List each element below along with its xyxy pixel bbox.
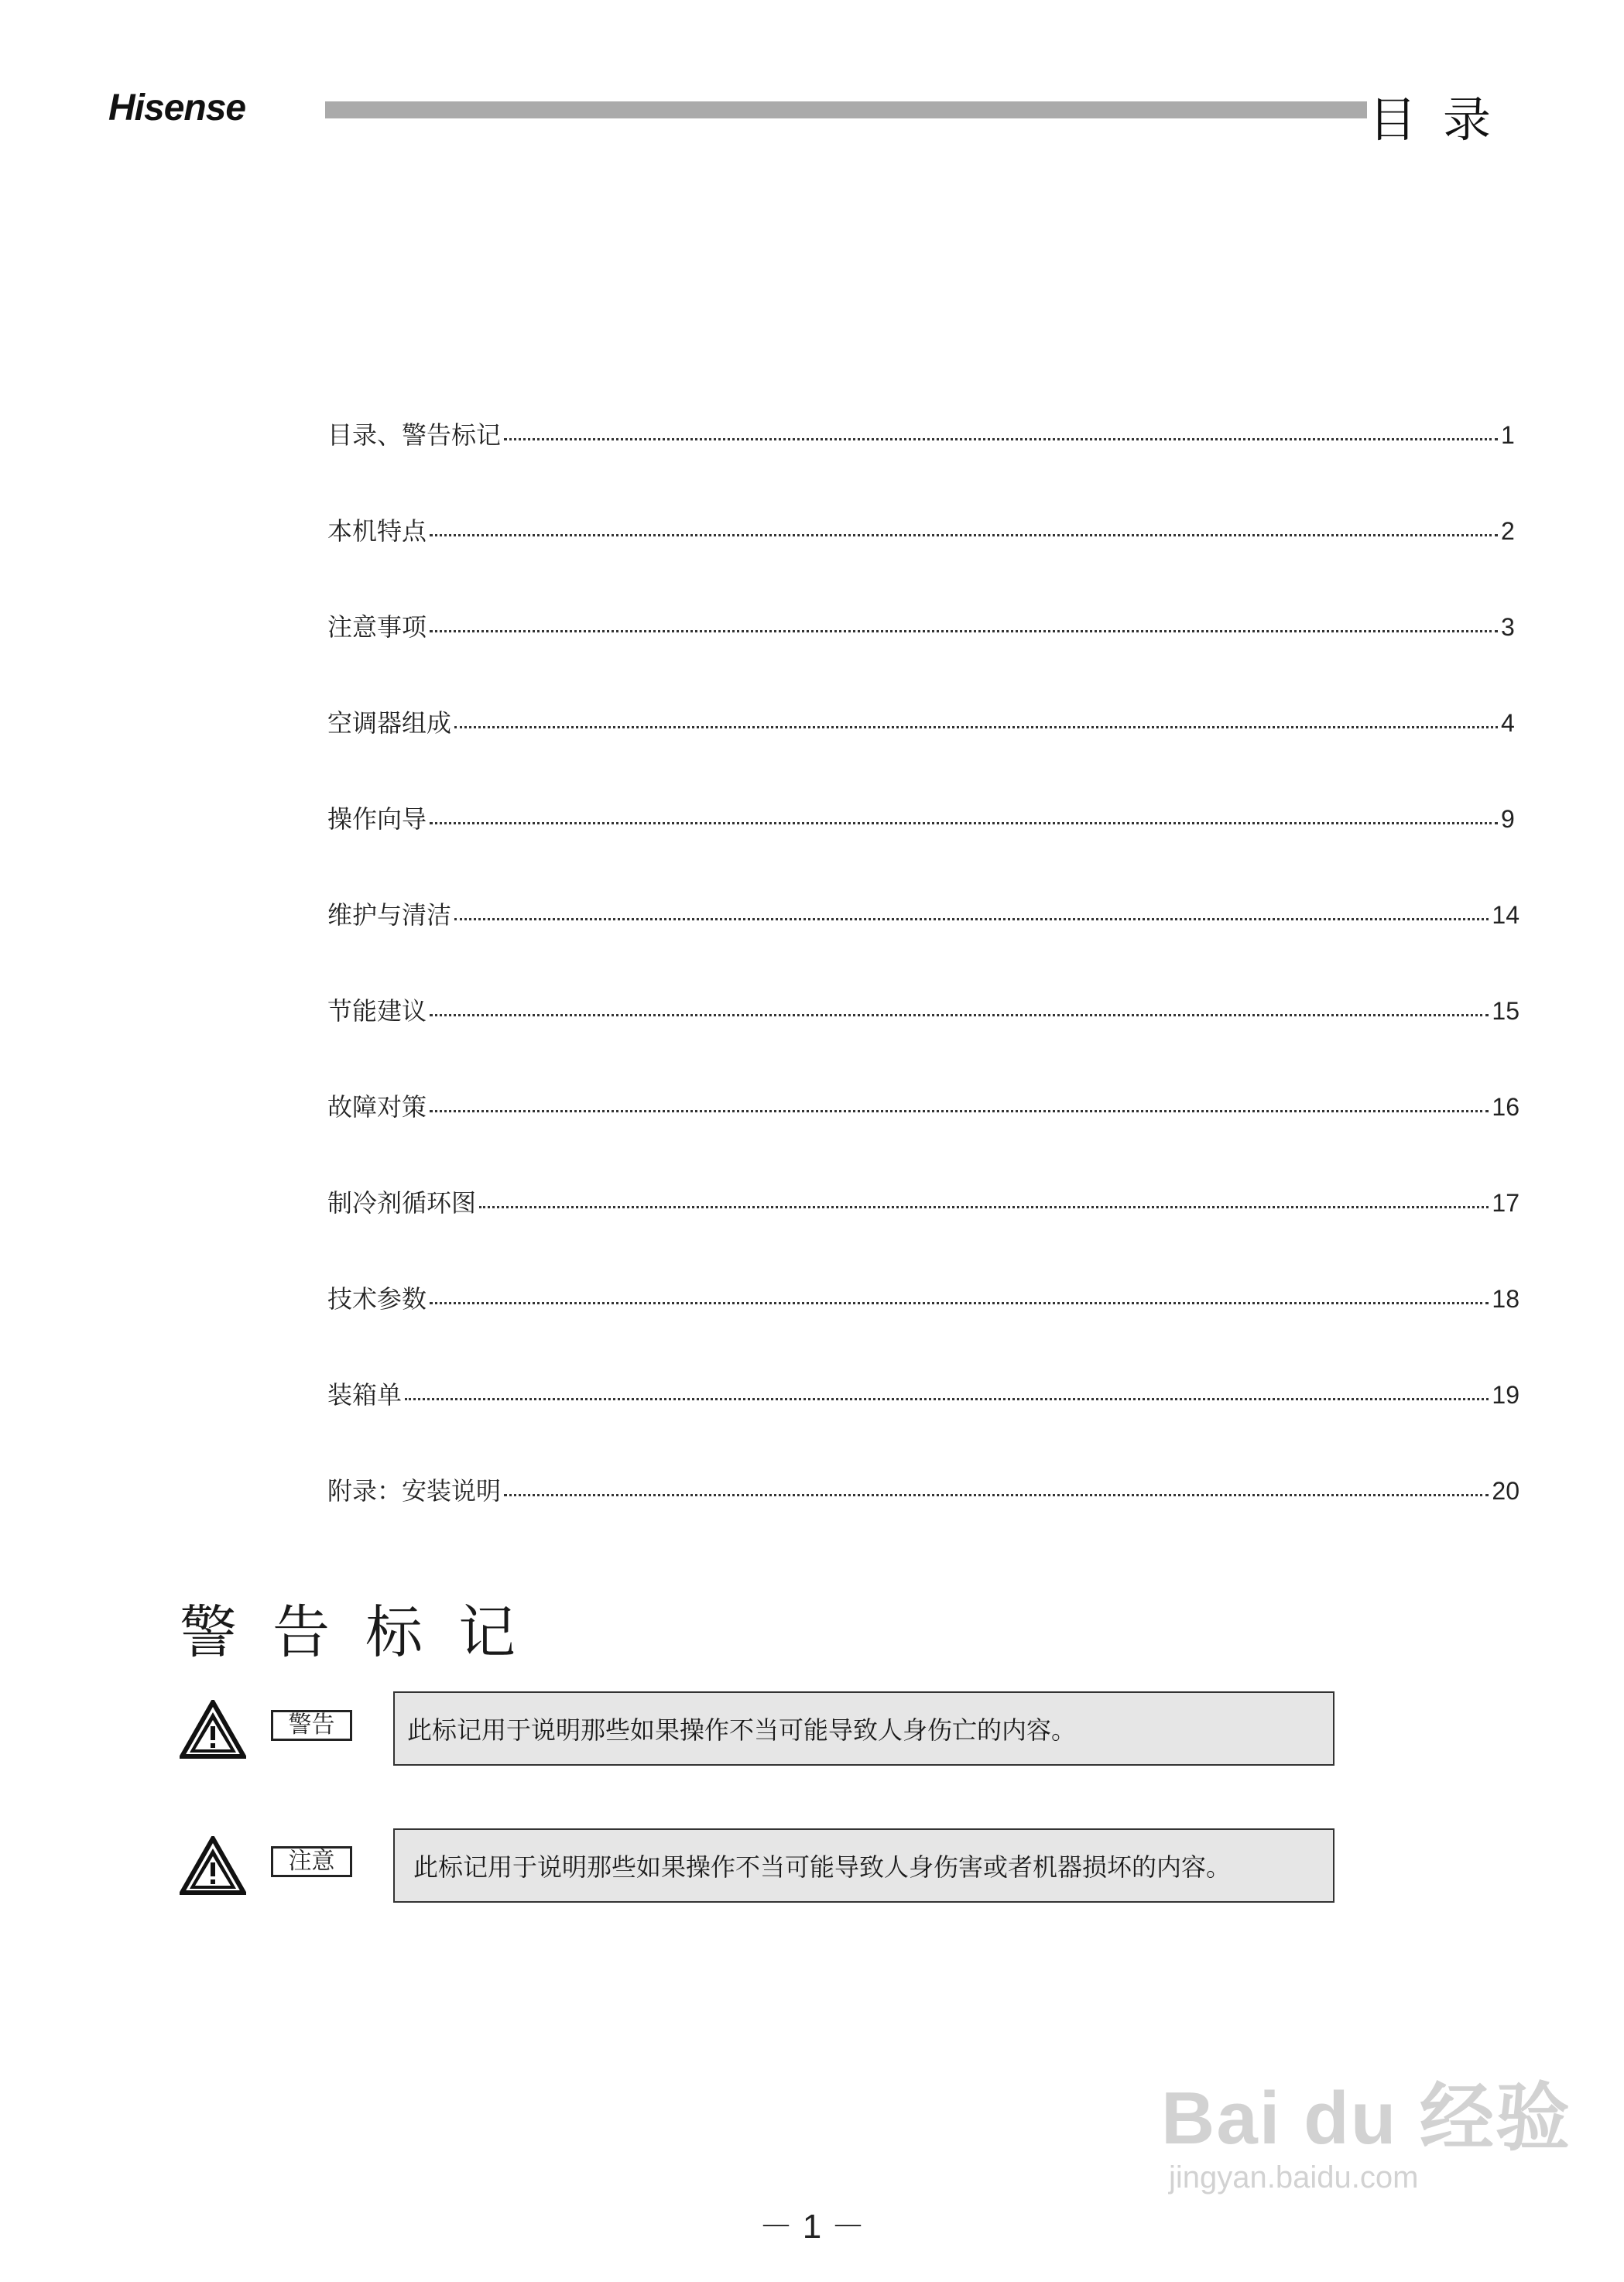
toc-entry[interactable] — [327, 896, 1520, 992]
toc-dot-leader — [430, 1110, 1489, 1112]
hisense-logo: Hisense — [108, 87, 246, 128]
watermark-brand: Bai du 经验 — [1161, 2077, 1572, 2160]
header-rule — [325, 101, 1367, 118]
caution-badge: 注意 — [271, 1846, 352, 1877]
toc-entry-page: 1 — [1501, 421, 1515, 449]
toc-entry-page: 18 — [1492, 1285, 1520, 1313]
toc-dot-leader — [430, 534, 1498, 536]
toc-entry-label: 注意事项 — [327, 612, 427, 642]
toc-entry-page: 3 — [1501, 613, 1515, 641]
toc-entry[interactable] — [327, 1184, 1520, 1280]
toc-dot-leader — [430, 1014, 1489, 1016]
toc-entry[interactable] — [327, 416, 1520, 512]
toc-entry[interactable] — [327, 800, 1520, 896]
toc-entry-page: 9 — [1501, 805, 1515, 833]
toc-entry-label: 技术参数 — [327, 1284, 427, 1314]
watermark-url: jingyan.baidu.com — [1169, 2160, 1419, 2195]
toc-dot-leader — [504, 438, 1498, 440]
toc-entry-page: 2 — [1501, 517, 1515, 545]
warning-badge: 警告 — [271, 1710, 352, 1741]
warning-description: 此标记用于说明那些如果操作不当可能导致人身伤亡的内容。 — [393, 1691, 1334, 1766]
toc-dot-leader — [479, 1206, 1489, 1208]
toc-entry[interactable] — [327, 1376, 1520, 1472]
warning-triangle-icon — [180, 1700, 246, 1759]
toc-entry-label: 故障对策 — [327, 1092, 427, 1122]
baidu-watermark — [1161, 2059, 1571, 2195]
toc-entry-label: 空调器组成 — [327, 708, 452, 738]
table-of-contents — [327, 416, 1520, 1568]
toc-entry-label: 维护与清洁 — [327, 900, 452, 930]
toc-dot-leader — [405, 1398, 1489, 1400]
toc-dot-leader — [430, 822, 1498, 824]
toc-entry-page: 17 — [1492, 1189, 1520, 1217]
toc-entry-label: 节能建议 — [327, 996, 427, 1026]
toc-dot-leader — [454, 726, 1498, 728]
toc-entry-label: 操作向导 — [327, 804, 427, 834]
toc-entry-label: 附录：安装说明 — [327, 1476, 502, 1506]
toc-entry-page: 4 — [1501, 709, 1515, 737]
toc-entry[interactable] — [327, 704, 1520, 800]
page-number: － 1 － — [759, 2208, 865, 2246]
toc-entry-page: 19 — [1492, 1381, 1520, 1409]
toc-entry-label: 本机特点 — [327, 516, 427, 546]
toc-entry-label: 目录、警告标记 — [327, 420, 502, 450]
toc-entry[interactable] — [327, 1280, 1520, 1376]
toc-entry[interactable] — [327, 992, 1520, 1088]
caution-description: 此标记用于说明那些如果操作不当可能导致人身伤害或者机器损坏的内容。 — [393, 1828, 1334, 1903]
toc-entry-page: 15 — [1492, 997, 1520, 1025]
warning-triangle-icon — [180, 1836, 246, 1895]
toc-entry[interactable] — [327, 608, 1520, 704]
toc-dot-leader — [504, 1494, 1489, 1496]
toc-entry-page: 16 — [1492, 1093, 1520, 1121]
toc-entry[interactable] — [327, 512, 1520, 608]
toc-dot-leader — [430, 1302, 1489, 1304]
toc-entry[interactable] — [327, 1088, 1520, 1184]
toc-entry-page: 20 — [1492, 1477, 1520, 1505]
warning-section-heading: 警告标记 — [180, 1599, 551, 1666]
toc-dot-leader — [430, 630, 1498, 632]
toc-entry-label: 制冷剂循环图 — [327, 1188, 477, 1218]
toc-entry-page: 14 — [1492, 901, 1520, 929]
toc-dot-leader — [454, 918, 1489, 920]
toc-entry-label: 装箱单 — [327, 1380, 403, 1410]
page-title: 目录 — [1369, 91, 1518, 148]
toc-entry[interactable] — [327, 1472, 1520, 1568]
